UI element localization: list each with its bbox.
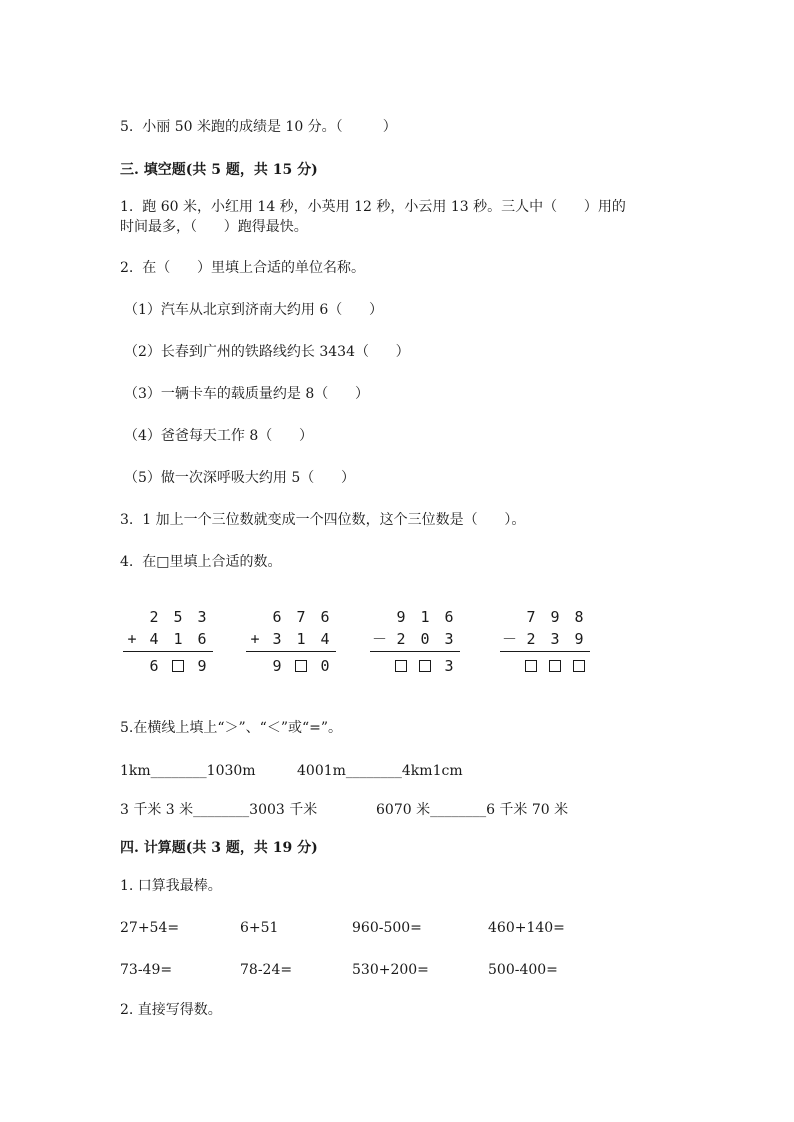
calc-expr: 78-24= [240,962,293,978]
digit: 8 [574,608,584,626]
compare-1: 1km________1030m [120,763,256,779]
operator: + [250,630,260,648]
fill-q1-line1: 1. 跑 60 米，小红用 14 秒，小英用 12 秒，小云用 13 秒。三人中（ ）用的 [120,199,626,215]
digit: 7 [296,608,306,626]
vertical-row-top [370,606,460,628]
compare-4: 6070 米________6 千米 70 米 [376,802,569,818]
digit: 2 [396,630,406,648]
digit: 3 [197,608,207,626]
digit: 5 [173,608,183,626]
digit: 7 [526,608,536,626]
calc-expr: 460+140= [488,920,565,936]
digit: 3 [272,630,282,648]
digit: 3 [550,630,560,648]
calc-expr: 960-500= [352,920,422,936]
answer-box[interactable] [548,655,562,678]
compare-2: 4001m________4km1cm [297,763,463,779]
calc-expr: 6+51 [240,920,279,936]
judge-question-5: 5. 小丽 50 米跑的成绩是 10 分。（ ） [120,119,397,135]
vertical-row-top [500,606,590,628]
vertical-row-bottom [370,628,460,650]
digit: 3 [444,630,454,648]
digit: 2 [149,608,159,626]
digit: 4 [149,630,159,648]
digit: 1 [420,608,430,626]
fill-q2-item-1: （1）汽车从北京到济南大约用 6（ ） [124,302,383,318]
sum-line [123,651,213,652]
operator: － [502,630,518,648]
digit: 9 [550,608,560,626]
digit: 0 [320,657,330,675]
vertical-row-bottom [246,628,336,650]
digit: 6 [149,657,159,675]
answer-box[interactable] [294,655,308,678]
vertical-row-bottom [500,628,590,650]
fill-q3: 3. 1 加上一个三位数就变成一个四位数，这个三位数是（ ）。 [120,512,526,528]
operator: － [372,630,388,648]
fill-q2: 2. 在（ ）里填上合适的单位名称。 [120,260,365,276]
digit: 6 [272,608,282,626]
vertical-row-result [370,655,460,677]
fill-q5: 5.在横线上填上“＞”、“＜”或“=”。 [120,720,343,736]
digit: 9 [396,608,406,626]
section-4-title: 四. 计算题(共 3 题，共 19 分) [120,840,318,856]
vertical-row-result [123,655,213,677]
digit: 9 [574,630,584,648]
digit: 6 [197,630,207,648]
answer-box[interactable] [171,655,185,678]
section-3-title: 三. 填空题(共 5 题，共 15 分) [120,162,318,178]
calc-expr: 73-49= [120,962,173,978]
vertical-row-result [246,655,336,677]
sum-line [500,651,590,652]
fill-q2-item-4: （4）爸爸每天工作 8（ ） [124,428,313,444]
calc-q2: 2. 直接写得数。 [120,1002,222,1018]
calc-expr: 27+54= [120,920,180,936]
digit: 0 [420,630,430,648]
vertical-row-bottom [123,628,213,650]
operator: + [127,630,137,648]
fill-q2-item-3: （3）一辆卡车的载质量约是 8（ ） [124,386,369,402]
digit: 6 [444,608,454,626]
sum-line [246,651,336,652]
fill-q2-item-2: （2）长春到广州的铁路线约长 3434（ ） [124,344,410,360]
answer-box[interactable] [394,655,408,678]
calc-q1: 1. 口算我最棒。 [120,878,222,894]
digit: 9 [272,657,282,675]
vertical-row-top [123,606,213,628]
calc-expr: 530+200= [352,962,429,978]
fill-q2-item-5: （5）做一次深呼吸大约用 5（ ） [124,470,355,486]
answer-box[interactable] [572,655,586,678]
fill-q4: 4. 在□里填上合适的数。 [120,554,282,570]
digit: 1 [173,630,183,648]
answer-box[interactable] [524,655,538,678]
digit: 1 [296,630,306,648]
digit: 2 [526,630,536,648]
digit: 6 [320,608,330,626]
vertical-row-result [500,655,590,677]
digit: 4 [320,630,330,648]
compare-3: 3 千米 3 米________3003 千米 [120,802,318,818]
digit: 9 [197,657,207,675]
sum-line [370,651,460,652]
vertical-row-top [246,606,336,628]
fill-q1-line2: 时间最多，（ ）跑得最快。 [120,219,308,235]
digit: 3 [444,657,454,675]
calc-expr: 500-400= [488,962,558,978]
answer-box[interactable] [418,655,432,678]
